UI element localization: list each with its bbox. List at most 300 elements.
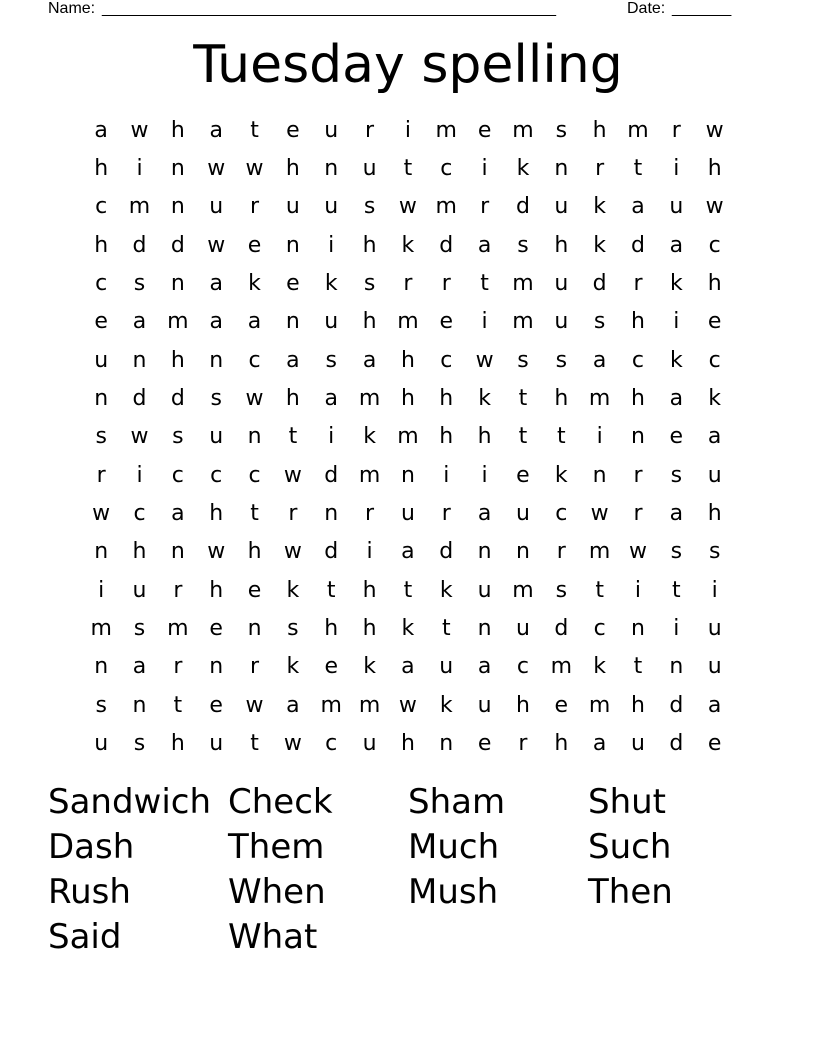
grid-letter: h xyxy=(515,692,530,718)
grid-letter: a xyxy=(132,654,147,680)
grid-letter: u xyxy=(285,194,300,220)
grid-letter: t xyxy=(403,577,413,603)
word-search-grid xyxy=(82,111,734,763)
grid-letter: h xyxy=(170,117,185,143)
grid-letter: u xyxy=(554,194,569,220)
grid-letter: a xyxy=(669,232,684,258)
grid-letter: r xyxy=(633,462,643,488)
grid-letter: h xyxy=(285,386,300,412)
grid-letter: h xyxy=(631,309,645,335)
grid-letter: m xyxy=(512,271,534,297)
grid-letter: d xyxy=(631,232,645,258)
grid-letter: s xyxy=(95,692,107,718)
grid-letter: h xyxy=(247,539,262,565)
grid-letter: k xyxy=(363,654,376,680)
grid-letter: n xyxy=(170,271,185,297)
grid-letter: c xyxy=(248,462,261,488)
grid-letter: d xyxy=(170,386,185,412)
grid-letter: d xyxy=(132,386,147,412)
grid-letter: d xyxy=(170,232,185,258)
name-field-line: ______________________________________________________ xyxy=(102,0,556,17)
grid-letter: w xyxy=(245,156,264,182)
grid-letter: u xyxy=(631,731,645,757)
grid-letter: a xyxy=(209,309,223,335)
grid-letter: k xyxy=(439,692,453,718)
grid-letter: h xyxy=(631,386,645,412)
grid-letter: u xyxy=(707,654,722,680)
grid-letter: s xyxy=(287,616,299,642)
grid-letter: u xyxy=(515,616,530,642)
grid-letter: n xyxy=(631,616,645,642)
grid-letter: m xyxy=(167,616,189,642)
grid-letter: t xyxy=(326,577,336,603)
grid-letter: a xyxy=(171,501,185,527)
grid-letter: s xyxy=(670,462,683,488)
grid-letter: n xyxy=(324,156,339,182)
grid-letter: a xyxy=(631,194,645,220)
grid-letter: a xyxy=(477,501,492,527)
grid-letter: h xyxy=(592,117,607,143)
grid-letter: k xyxy=(669,271,683,297)
grid-letter: e xyxy=(439,309,454,335)
grid-letter: s xyxy=(517,347,529,373)
grid-letter: a xyxy=(477,654,492,680)
grid-letter: u xyxy=(94,347,109,373)
grid-letter: h xyxy=(362,577,377,603)
grid-letter: m xyxy=(167,309,189,335)
grid-letter: t xyxy=(556,424,566,450)
grid-letter: u xyxy=(515,501,530,527)
grid-letter: w xyxy=(130,117,149,143)
grid-letter: a xyxy=(286,692,300,718)
word-list-item: Sandwich xyxy=(48,782,212,822)
grid-letter: a xyxy=(94,117,108,143)
grid-letter: r xyxy=(250,654,260,680)
grid-letter: t xyxy=(403,156,413,182)
grid-letter: a xyxy=(132,309,147,335)
grid-letter: i xyxy=(596,424,603,450)
grid-letter: c xyxy=(555,501,568,527)
grid-letter: i xyxy=(136,156,143,182)
header xyxy=(48,0,748,20)
grid-letter: h xyxy=(554,386,569,412)
grid-letter: a xyxy=(209,271,223,297)
grid-letter: d xyxy=(439,539,454,565)
grid-letter: n xyxy=(669,654,684,680)
grid-letter: c xyxy=(440,156,453,182)
grid-letter: d xyxy=(669,731,684,757)
grid-letter: m xyxy=(358,462,381,488)
word-list-item: Mush xyxy=(408,872,499,912)
grid-letter: s xyxy=(210,386,222,412)
grid-letter: s xyxy=(363,194,376,220)
grid-letter: s xyxy=(555,577,568,603)
grid-letter: h xyxy=(362,616,377,642)
grid-letter: s xyxy=(670,539,683,565)
grid-letter: d xyxy=(324,462,339,488)
grid-letter: d xyxy=(132,232,147,258)
grid-letter: e xyxy=(707,731,722,757)
grid-letter: m xyxy=(358,692,381,718)
grid-letter: k xyxy=(439,577,453,603)
grid-letter: s xyxy=(133,616,146,642)
grid-letter: n xyxy=(324,501,339,527)
word-list-item: When xyxy=(228,872,326,912)
grid-letter: c xyxy=(708,232,721,258)
word-list-item: Much xyxy=(408,827,500,867)
grid-letter: t xyxy=(518,424,528,450)
word-list-item: Then xyxy=(588,872,673,912)
word-list-item: Check xyxy=(228,782,333,822)
grid-letter: m xyxy=(435,117,457,143)
grid-letter: w xyxy=(207,232,226,258)
grid-letter: t xyxy=(633,156,643,182)
grid-letter: i xyxy=(328,424,335,450)
grid-letter: h xyxy=(209,501,224,527)
grid-letter: s xyxy=(593,309,606,335)
name-label: Name: xyxy=(48,0,96,17)
grid-letter: n xyxy=(94,539,109,565)
grid-letter: k xyxy=(593,654,607,680)
grid-letter: h xyxy=(285,156,300,182)
grid-letter: n xyxy=(209,347,224,373)
grid-letter: e xyxy=(247,232,262,258)
grid-letter: w xyxy=(92,501,111,527)
grid-letter: r xyxy=(480,194,490,220)
grid-letter: r xyxy=(365,501,375,527)
grid-letter: r xyxy=(288,501,298,527)
grid-letter: i xyxy=(481,462,488,488)
grid-letter: d xyxy=(439,232,454,258)
grid-letter: d xyxy=(554,616,569,642)
grid-letter: m xyxy=(512,117,534,143)
grid-letter: w xyxy=(705,194,724,220)
grid-letter: e xyxy=(554,692,569,718)
grid-letter: h xyxy=(170,731,185,757)
grid-letter: s xyxy=(133,271,146,297)
grid-letter: e xyxy=(516,462,530,488)
grid-letter: s xyxy=(517,232,529,258)
grid-letter: u xyxy=(362,156,377,182)
grid-letter: a xyxy=(247,309,262,335)
grid-letter: k xyxy=(593,232,607,258)
grid-letter: w xyxy=(475,347,494,373)
grid-letter: k xyxy=(708,386,722,412)
grid-letter: c xyxy=(95,194,108,220)
grid-letter: w xyxy=(628,539,647,565)
grid-letter: n xyxy=(209,654,224,680)
grid-letter: c xyxy=(210,462,223,488)
grid-letter: h xyxy=(400,386,415,412)
grid-letter: m xyxy=(512,577,534,603)
grid-letter: c xyxy=(516,654,529,680)
grid-letter: a xyxy=(707,424,722,450)
grid-letter: k xyxy=(324,271,338,297)
grid-letter: i xyxy=(481,309,488,335)
word-list xyxy=(48,780,768,960)
grid-letter: k xyxy=(286,577,300,603)
grid-letter: i xyxy=(634,577,642,603)
grid-letter: e xyxy=(707,309,722,335)
grid-letter: u xyxy=(554,271,569,297)
grid-letter: a xyxy=(669,386,684,412)
grid-letter: w xyxy=(283,462,302,488)
word-list-item: Such xyxy=(588,827,672,867)
grid-letter: h xyxy=(170,347,185,373)
grid-letter: m xyxy=(512,309,534,335)
grid-letter: s xyxy=(555,347,568,373)
grid-letter: k xyxy=(516,156,530,182)
grid-letter: w xyxy=(245,386,264,412)
grid-letter: u xyxy=(209,424,224,450)
word-list-item: Said xyxy=(48,917,122,957)
grid-letter: w xyxy=(398,194,417,220)
grid-letter: u xyxy=(400,501,415,527)
grid-letter: w xyxy=(283,539,302,565)
grid-letter: e xyxy=(209,692,223,718)
grid-letter: w xyxy=(283,731,302,757)
word-list-item: Them xyxy=(228,827,325,867)
grid-letter: t xyxy=(633,654,643,680)
grid-letter: u xyxy=(324,117,339,143)
grid-letter: r xyxy=(441,501,451,527)
grid-letter: n xyxy=(170,156,185,182)
grid-letter: c xyxy=(325,731,338,757)
grid-letter: n xyxy=(477,616,492,642)
grid-letter: i xyxy=(673,309,680,335)
grid-letter: e xyxy=(94,309,108,335)
grid-letter: e xyxy=(477,731,492,757)
grid-letter: i xyxy=(673,156,680,182)
grid-letter: d xyxy=(324,539,339,565)
grid-letter: n xyxy=(132,347,147,373)
grid-letter: h xyxy=(707,271,722,297)
grid-letter: m xyxy=(588,692,611,718)
grid-letter: m xyxy=(588,539,611,565)
grid-letter: n xyxy=(285,309,300,335)
grid-letter: n xyxy=(94,386,109,412)
grid-letter: u xyxy=(94,731,109,757)
grid-letter: h xyxy=(209,577,224,603)
grid-letter: u xyxy=(324,194,339,220)
page-title: Tuesday spelling xyxy=(193,35,623,95)
grid-letter: s xyxy=(325,347,337,373)
grid-letter: r xyxy=(556,539,566,565)
grid-letter: m xyxy=(128,194,151,220)
grid-letter: e xyxy=(209,616,223,642)
grid-letter: h xyxy=(362,232,377,258)
grid-letter: w xyxy=(590,501,609,527)
grid-letter: e xyxy=(247,577,262,603)
grid-letter: m xyxy=(435,194,457,220)
grid-letter: n xyxy=(170,194,185,220)
grid-letter: d xyxy=(669,692,684,718)
grid-letter: r xyxy=(633,501,643,527)
grid-letter: h xyxy=(362,309,377,335)
grid-letter: n xyxy=(247,616,262,642)
grid-letter: h xyxy=(707,501,722,527)
grid-letter: n xyxy=(94,654,109,680)
grid-letter: c xyxy=(95,271,108,297)
grid-letter: e xyxy=(286,271,300,297)
grid-letter: k xyxy=(248,271,261,297)
grid-letter: r xyxy=(365,117,375,143)
grid-letter: k xyxy=(401,232,415,258)
word-list-item: Sham xyxy=(408,782,506,822)
grid-letter: r xyxy=(595,156,605,182)
grid-letter: m xyxy=(550,654,573,680)
grid-letter: n xyxy=(631,424,645,450)
grid-letter: c xyxy=(133,501,146,527)
grid-letter: w xyxy=(705,117,724,143)
grid-letter: h xyxy=(94,156,109,182)
grid-letter: k xyxy=(401,616,415,642)
grid-letter: m xyxy=(588,386,611,412)
grid-letter: r xyxy=(441,271,451,297)
grid-letter: w xyxy=(130,424,149,450)
grid-letter: i xyxy=(711,577,718,603)
grid-letter: h xyxy=(94,232,109,258)
grid-letter: t xyxy=(250,117,259,143)
grid-letter: k xyxy=(363,424,376,450)
grid-letter: h xyxy=(439,386,454,412)
grid-letter: a xyxy=(401,539,415,565)
grid-letter: c xyxy=(440,347,453,373)
word-list-item: Dash xyxy=(48,827,135,867)
grid-letter: u xyxy=(707,462,722,488)
grid-letter: u xyxy=(477,577,492,603)
grid-letter: s xyxy=(172,424,184,450)
word-list-item: What xyxy=(228,917,318,957)
grid-letter: s xyxy=(555,117,568,143)
grid-letter: s xyxy=(708,539,721,565)
grid-letter: m xyxy=(358,386,381,412)
grid-letter: d xyxy=(592,271,607,297)
grid-letter: h xyxy=(554,232,569,258)
grid-letter: c xyxy=(248,347,261,373)
grid-letter: t xyxy=(250,501,259,527)
date-field-line: _______ xyxy=(672,0,731,17)
grid-letter: n xyxy=(132,692,147,718)
grid-letter: i xyxy=(404,117,411,143)
grid-letter: w xyxy=(207,539,226,565)
grid-letter: h xyxy=(400,347,415,373)
grid-letter: u xyxy=(554,309,569,335)
grid-letter: t xyxy=(480,271,489,297)
grid-letter: t xyxy=(595,577,604,603)
grid-letter: h xyxy=(554,731,569,757)
grid-letter: a xyxy=(669,501,684,527)
grid-letter: m xyxy=(627,117,649,143)
grid-letter: a xyxy=(592,731,607,757)
grid-letter: n xyxy=(247,424,262,450)
grid-letter: t xyxy=(173,692,183,718)
grid-letter: n xyxy=(400,462,415,488)
grid-letter: i xyxy=(328,232,335,258)
grid-letter: a xyxy=(362,347,377,373)
grid-letter: e xyxy=(286,117,300,143)
grid-letter: i xyxy=(366,539,373,565)
grid-letter: r xyxy=(671,117,681,143)
grid-letter: u xyxy=(362,731,377,757)
grid-letter: h xyxy=(631,692,645,718)
grid-letter: e xyxy=(669,424,684,450)
grid-letter: u xyxy=(669,194,684,220)
grid-letter: r xyxy=(633,271,643,297)
grid-letter: s xyxy=(363,271,376,297)
grid-letter: d xyxy=(515,194,530,220)
grid-letter: c xyxy=(171,462,184,488)
grid-letter: h xyxy=(132,539,147,565)
grid-letter: h xyxy=(439,424,454,450)
grid-letter: t xyxy=(441,616,451,642)
grid-letter: m xyxy=(397,309,419,335)
grid-letter: m xyxy=(397,424,419,450)
grid-letter: r xyxy=(403,271,413,297)
grid-letter: n xyxy=(285,232,300,258)
grid-letter: c xyxy=(593,616,606,642)
grid-letter: s xyxy=(133,731,146,757)
grid-letter: u xyxy=(707,616,722,642)
grid-letter: n xyxy=(170,539,185,565)
grid-letter: k xyxy=(593,194,607,220)
grid-letter: r xyxy=(96,462,106,488)
grid-letter: w xyxy=(207,156,226,182)
word-list-item: Rush xyxy=(48,872,131,912)
grid-letter: m xyxy=(90,616,112,642)
grid-letter: h xyxy=(707,156,722,182)
grid-letter: u xyxy=(132,577,147,603)
grid-letter: e xyxy=(477,117,492,143)
grid-letter: n xyxy=(477,539,492,565)
grid-letter: n xyxy=(592,462,607,488)
date-label: Date: xyxy=(627,0,666,17)
grid-letter: k xyxy=(554,462,568,488)
grid-letter: k xyxy=(478,386,491,412)
grid-letter: t xyxy=(672,577,681,603)
grid-letter: m xyxy=(320,692,342,718)
grid-letter: n xyxy=(439,731,454,757)
grid-letter: u xyxy=(477,692,492,718)
grid-letter: a xyxy=(286,347,300,373)
grid-letter: s xyxy=(95,424,107,450)
grid-letter: h xyxy=(400,731,415,757)
grid-letter: i xyxy=(98,577,105,603)
grid-letter: r xyxy=(173,654,183,680)
grid-letter: w xyxy=(398,692,417,718)
grid-letter: u xyxy=(209,194,224,220)
grid-letter: a xyxy=(592,347,607,373)
grid-letter: i xyxy=(136,462,143,488)
grid-letter: i xyxy=(673,616,680,642)
grid-letter: h xyxy=(324,616,339,642)
grid-letter: r xyxy=(173,577,183,603)
grid-letter: n xyxy=(515,539,530,565)
grid-letter: c xyxy=(708,347,721,373)
grid-letter: k xyxy=(669,347,683,373)
grid-letter: i xyxy=(481,156,488,182)
grid-letter: t xyxy=(518,386,528,412)
grid-letter: c xyxy=(631,347,645,373)
grid-letter: a xyxy=(209,117,223,143)
grid-letter: a xyxy=(477,232,492,258)
grid-letter: w xyxy=(245,692,264,718)
grid-letter: a xyxy=(707,692,722,718)
grid-letter: u xyxy=(439,654,454,680)
grid-letter: n xyxy=(554,156,569,182)
grid-letter: t xyxy=(288,424,298,450)
grid-letter: k xyxy=(286,654,300,680)
